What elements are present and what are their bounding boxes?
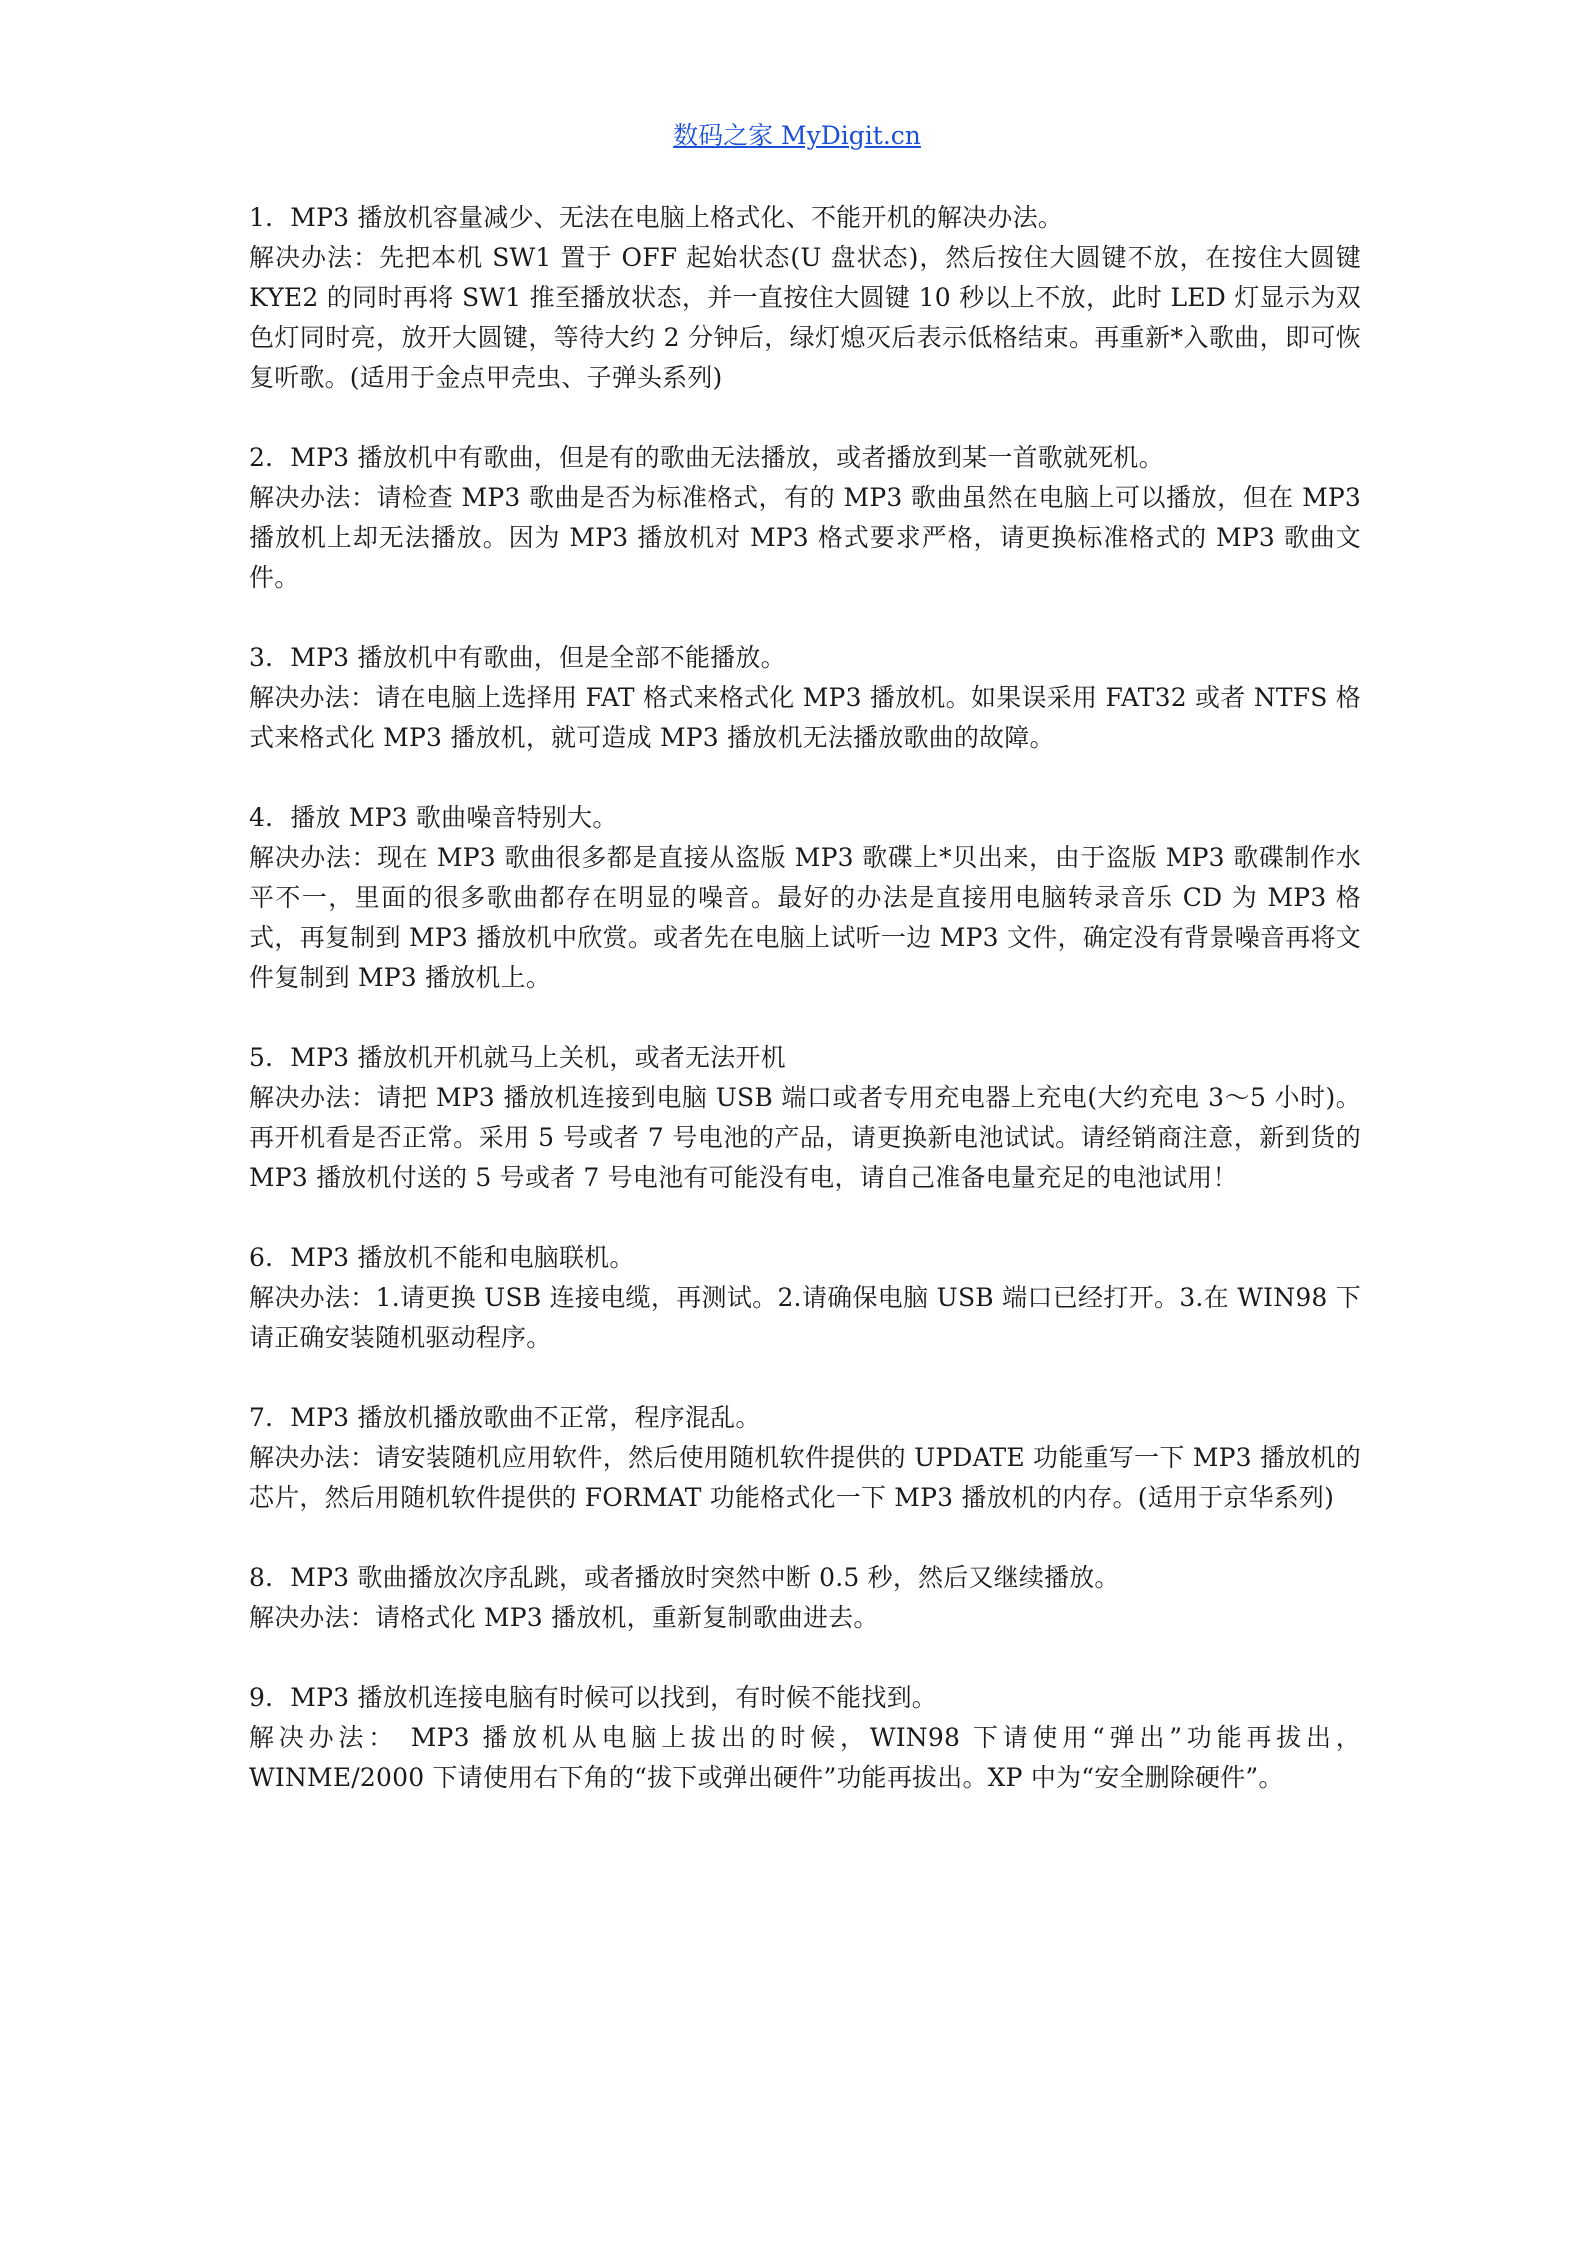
faq-question: 6．MP3 播放机不能和电脑联机。	[249, 1243, 635, 1272]
faq-item-5	[249, 1038, 1361, 1198]
faq-answer: 解决办法：请检查 MP3 歌曲是否为标准格式，有的 MP3 歌曲虽然在电脑上可以播放，但在 MP3 播放机上却无法播放。因为 MP3 播放机对 MP3 格式要求严格，请更换标准格式的 MP3 歌曲文件。	[249, 483, 1361, 592]
faq-answer: 解决办法：请把 MP3 播放机连接到电脑 USB 端口或者专用充电器上充电(大约充电 3～5 小时)。再开机看是否正常。采用 5 号或者 7 号电池的产品，请更换新电池试试。请经销商注意，新到货的 MP3 播放机付送的 5 号或者 7 号电池有可能没有电，请自己准备电量充足的电池试用！	[249, 1083, 1361, 1192]
faq-answer: 解决办法： MP3 播放机从电脑上拔出的时候，WIN98 下请使用“弹出”功能再拔出，WINME/2000 下请使用右下角的“拔下或弹出硬件”功能再拔出。XP 中为“安全删除硬件”。	[249, 1723, 1361, 1792]
faq-item-7	[249, 1398, 1361, 1518]
faq-question: 3．MP3 播放机中有歌曲，但是全部不能播放。	[249, 643, 786, 672]
faq-answer: 解决办法：请在电脑上选择用 FAT 格式来格式化 MP3 播放机。如果误采用 FAT32 或者 NTFS 格式来格式化 MP3 播放机，就可造成 MP3 播放机无法播放歌曲的故障。	[249, 683, 1361, 752]
faq-answer: 解决办法：先把本机 SW1 置于 OFF 起始状态(U 盘状态)，然后按住大圆键不放，在按住大圆键 KYE2 的同时再将 SW1 推至播放状态，并一直按住大圆键 10 秒以上不放，此时 LED 灯显示为双色灯同时亮，放开大圆键，等待大约 2 分钟后，绿灯熄灭后表示低格结束。再重新*入歌曲，即可恢复听歌。(适用于金点甲壳虫、子弹头系列)	[249, 243, 1361, 392]
faq-question: 7．MP3 播放机播放歌曲不正常，程序混乱。	[249, 1403, 761, 1432]
faq-question: 8．MP3 歌曲播放次序乱跳，或者播放时突然中断 0.5 秒，然后又继续播放。	[249, 1563, 1120, 1592]
faq-answer: 解决办法：1.请更换 USB 连接电缆，再测试。2.请确保电脑 USB 端口已经打开。3.在 WIN98 下请正确安装随机驱动程序。	[249, 1283, 1361, 1352]
faq-question: 9．MP3 播放机连接电脑有时候可以找到，有时候不能找到。	[249, 1683, 937, 1712]
faq-question: 5．MP3 播放机开机就马上关机，或者无法开机	[249, 1043, 786, 1072]
faq-question: 4．播放 MP3 歌曲噪音特别大。	[249, 803, 618, 832]
faq-item-6	[249, 1238, 1361, 1358]
faq-list	[249, 198, 1361, 1838]
faq-item-2	[249, 438, 1361, 598]
faq-item-9	[249, 1678, 1361, 1798]
faq-item-3	[249, 638, 1361, 758]
faq-item-8	[249, 1558, 1361, 1638]
faq-item-4	[249, 798, 1361, 998]
faq-item-1	[249, 198, 1361, 398]
faq-question: 2．MP3 播放机中有歌曲，但是有的歌曲无法播放，或者播放到某一首歌就死机。	[249, 443, 1164, 472]
faq-answer: 解决办法：请安装随机应用软件，然后使用随机软件提供的 UPDATE 功能重写一下 MP3 播放机的芯片，然后用随机软件提供的 FORMAT 功能格式化一下 MP3 播放机的内存。(适用于京华系列)	[249, 1443, 1361, 1512]
faq-question: 1．MP3 播放机容量减少、无法在电脑上格式化、不能开机的解决办法。	[249, 203, 1063, 232]
faq-answer: 解决办法：请格式化 MP3 播放机，重新复制歌曲进去。	[249, 1603, 879, 1632]
faq-answer: 解决办法：现在 MP3 歌曲很多都是直接从盗版 MP3 歌碟上*贝出来，由于盗版 MP3 歌碟制作水平不一，里面的很多歌曲都存在明显的噪音。最好的办法是直接用电脑转录音乐 CD 为 MP3 格式，再复制到 MP3 播放机中欣赏。或者先在电脑上试听一边 MP3 文件，确定没有背景噪音再将文件复制到 MP3 播放机上。	[249, 843, 1361, 992]
header-site-link[interactable]: 数码之家 MyDigit.cn	[673, 121, 921, 150]
